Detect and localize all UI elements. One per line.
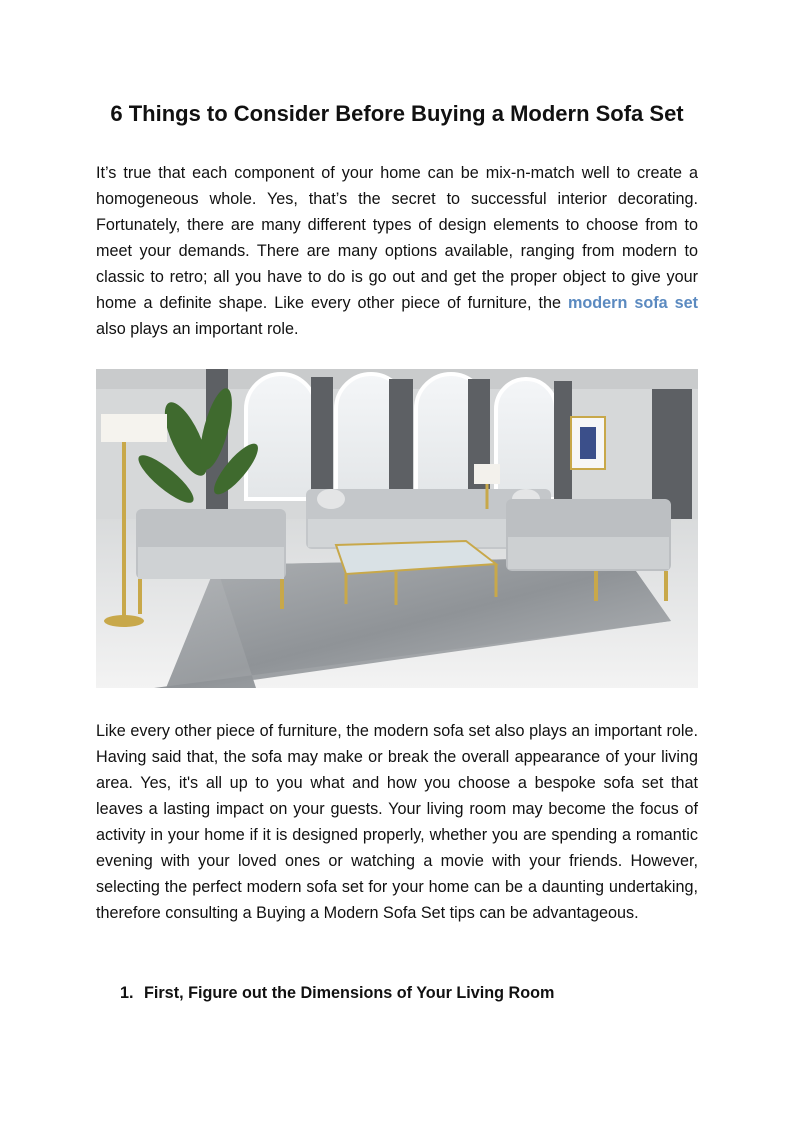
intro-paragraph — [96, 160, 698, 342]
body-paragraph: Like every other piece of furniture, the modern sofa set also plays an important role. Having said that, the sofa may make or break the overall appearance of your living area. Yes, it's all up to you what and how you choose a bespoke sofa set that leaves a lasting impact on your guests. Your living room may become the focus of activity in your home if it is designed properly, whether you are spending a romantic evening with your loved ones or watching a movie with your friends. However, selecting the perfect modern sofa set for your home can be a daunting undertaking, therefore consulting a Buying a Modern Sofa Set tips can be advantageous. — [96, 722, 698, 922]
page-title: 6 Things to Consider Before Buying a Modern Sofa Set — [110, 101, 684, 126]
intro-text-after-link: also plays an important role. — [96, 320, 299, 338]
modern-sofa-set-link[interactable]: modern sofa set — [567, 294, 698, 312]
list-item — [120, 980, 554, 1006]
intro-text-before-link: It’s true that each component of your home can be mix-n-match well to create a homogeneous whole. Yes, that’s the secret to successful interior decorating. Fortunately, there are many different types of design elements to choose from to meet your demands. There are many options available, ranging from modern to classic to retro; all you have to do is go out and get the proper object to give your home a definite shape. Like every other piece of furniture, the — [96, 164, 698, 312]
list-item-text: First, Figure out the Dimensions of Your Living Room — [144, 984, 555, 1002]
list-item-number: 1. — [120, 984, 134, 1002]
living-room-photo — [96, 369, 698, 688]
